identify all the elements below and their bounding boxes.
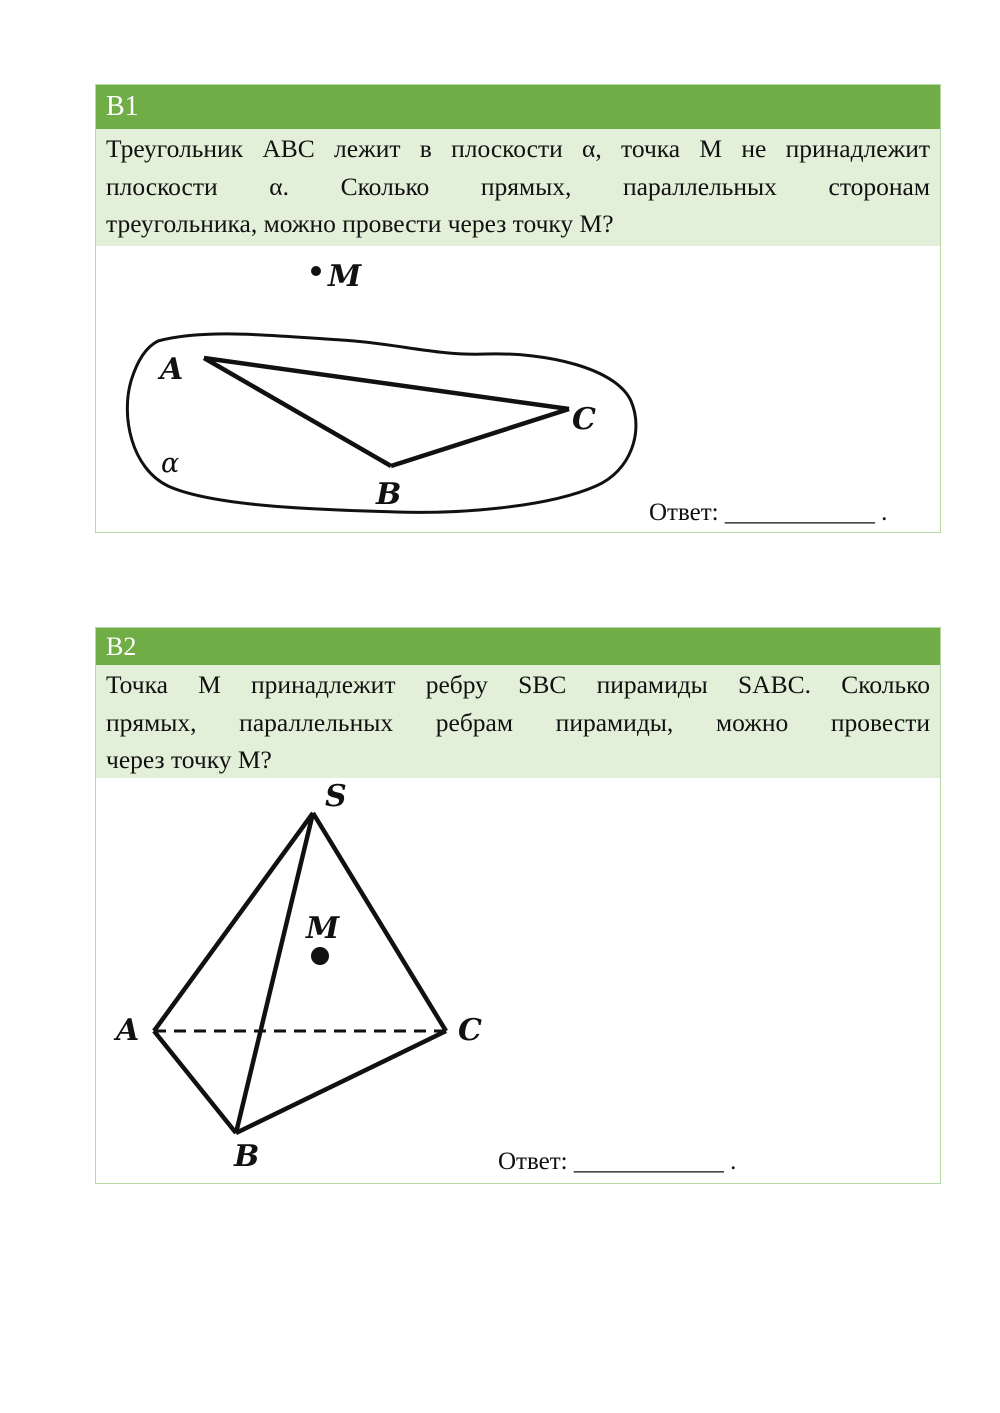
question-line-2: плоскости α. Сколько прямых, параллельных сторонам (106, 171, 930, 201)
label-b: B (376, 477, 402, 512)
label-a: A (160, 352, 184, 387)
triangle-side-ac (204, 358, 569, 409)
label-m: M (328, 259, 362, 294)
question-line-3: через точку M? (106, 745, 272, 774)
label-c: C (572, 402, 596, 437)
task-question (96, 665, 940, 778)
triangle-side-ab (204, 358, 391, 466)
answer-blank[interactable]: ____________ . (724, 499, 888, 526)
edge-sb (236, 813, 313, 1133)
task-card-b1 (95, 84, 941, 533)
question-line-1: Точка M принадлежит ребру SBC пирамиды SABC. Сколько (106, 670, 930, 699)
answer-line (649, 499, 887, 527)
answer-blank[interactable]: ____________ . (573, 1148, 737, 1175)
question-line-3: треугольника, можно провести через точку M? (106, 209, 614, 238)
label-s: S (325, 779, 347, 814)
point-m-dot (311, 266, 321, 276)
point-m-dot (311, 947, 329, 965)
edge-ab (154, 1031, 236, 1133)
triangle-side-bc (391, 409, 569, 466)
pyramid-figure (96, 778, 516, 1178)
edge-sa (154, 813, 313, 1031)
label-c: C (458, 1013, 482, 1048)
label-b: B (234, 1139, 260, 1174)
answer-label: Ответ: (649, 499, 719, 526)
label-a: A (116, 1013, 140, 1048)
answer-line (498, 1148, 736, 1176)
label-alpha: α (161, 448, 180, 479)
label-m: M (306, 911, 340, 946)
task-question (96, 129, 940, 246)
answer-label: Ответ: (498, 1148, 568, 1175)
edge-bc (236, 1031, 446, 1133)
question-line-1: Треугольник ABC лежит в плоскости α, точка M не принадлежит (106, 134, 930, 163)
task-number: B2 (96, 628, 940, 665)
plane-triangle-figure (96, 246, 696, 532)
task-card-b2 (95, 627, 941, 1184)
task-number: B1 (96, 85, 940, 129)
question-line-2: прямых, параллельных ребрам пирамиды, можно провести (106, 707, 930, 737)
